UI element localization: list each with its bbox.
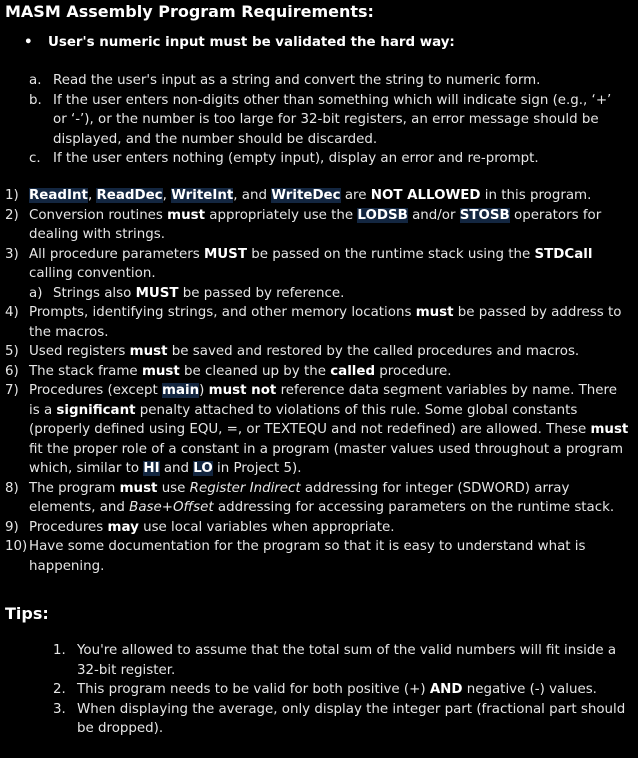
item-text: addressing for accessing parameters on the runtime stack. (213, 500, 615, 515)
item-text: in Project 5). (212, 461, 302, 476)
emphasis-text: called (330, 363, 376, 379)
requirement-item (5, 479, 630, 518)
tips-heading: Tips: (5, 604, 49, 623)
item-text: Procedures (except (29, 383, 163, 398)
requirement-item (5, 342, 630, 362)
emphasis-text: Base+Offset (129, 500, 214, 515)
item-text: procedure. (375, 363, 452, 379)
item-text: Procedures (29, 519, 108, 535)
list-marker: 5) (5, 344, 19, 359)
list-marker: a. (29, 73, 42, 88)
list-marker: 4) (5, 305, 19, 320)
list-item-text: Read the user's input as a string and convert the string to numeric form. (53, 73, 541, 88)
emphasis-text: must (141, 363, 180, 379)
emphasis-text: WriteInt (171, 188, 234, 203)
emphasis-text: LODSB (357, 207, 408, 223)
item-text: are (340, 188, 371, 203)
list-marker: 10) (5, 539, 28, 554)
emphasis-text: significant (56, 402, 136, 418)
emphasis-text: ReadDec (96, 188, 163, 203)
tips-list (53, 641, 628, 739)
emphasis-text: AND (429, 682, 463, 697)
list-marker: 2. (53, 682, 66, 697)
list-marker: 9) (5, 519, 19, 535)
item-text: , (162, 188, 172, 203)
item-text: use (157, 480, 190, 496)
list-item-text (77, 641, 628, 680)
list-item-text (29, 303, 630, 342)
emphasis-text: must (119, 480, 158, 496)
emphasis-text: ReadInt (29, 188, 88, 203)
item-text: be saved and restored by the called procedures and macros. (167, 344, 580, 359)
validation-item (29, 71, 629, 91)
emphasis-text: main (162, 383, 200, 398)
requirement-item (5, 518, 630, 538)
emphasis-text: Register Indirect (189, 480, 301, 496)
validation-bullet (24, 33, 455, 53)
list-item-text: If the user enters nothing (empty input), display an error and re-prompt. (53, 151, 539, 166)
list-item-text (77, 680, 628, 700)
list-item-text (29, 479, 630, 518)
item-text: negative (-) values. (462, 682, 597, 697)
tip-item (53, 641, 628, 680)
item-text: calling convention. (29, 266, 156, 281)
item-text: fit the proper role of a constant in a program (master values used throughout a program which, similar to (29, 441, 624, 476)
validation-item (29, 91, 629, 150)
item-text: be passed by address to the macros. (29, 305, 622, 340)
list-marker: 1) (5, 188, 19, 203)
emphasis-text: WriteDec (271, 188, 341, 203)
list-marker: b. (29, 92, 42, 108)
item-text: be passed on the runtime stack using the (246, 246, 535, 262)
requirement-item (5, 206, 630, 245)
item-text: in this program. (480, 188, 592, 203)
requirement-item (5, 245, 630, 284)
item-text: When displaying the average, only display the integer part (fractional part should be dropped). (77, 701, 626, 736)
item-text: You're allowed to assume that the total sum of the valid numbers will fit inside a 32-bit register. (77, 643, 617, 678)
list-marker: 3) (5, 246, 19, 262)
emphasis-text: may (107, 519, 139, 535)
emphasis-text: must not (208, 383, 277, 398)
emphasis-text: MUST (203, 246, 247, 262)
item-text: Have some documentation for the program so that it is easy to understand what is happening. (29, 539, 586, 574)
list-marker: c. (29, 151, 41, 166)
list-item-text (29, 245, 630, 284)
tip-item (53, 680, 628, 700)
validation-list (29, 71, 629, 169)
item-text: Prompts, identifying strings, and other memory locations (29, 305, 416, 320)
bullet-marker: • (24, 35, 33, 50)
emphasis-text: HI (143, 461, 160, 476)
item-text: Conversion routines (29, 207, 168, 223)
list-item-text (53, 284, 630, 304)
item-text: Used registers (29, 344, 130, 359)
emphasis-text: must (129, 344, 168, 359)
item-text: Strings also (53, 285, 136, 301)
item-text: operators for dealing with strings. (29, 207, 602, 242)
list-marker: a) (29, 285, 43, 301)
item-text: The program (29, 480, 120, 496)
item-text: The stack frame (29, 363, 142, 379)
emphasis-text: LO (193, 461, 213, 476)
item-text: This program needs to be valid for both positive (+) (77, 682, 430, 697)
requirement-item (5, 186, 630, 206)
requirement-item (5, 362, 630, 382)
item-text: ) (199, 383, 209, 398)
item-text: and (159, 461, 194, 476)
emphasis-text: STOSB (459, 207, 510, 223)
list-item-text (29, 206, 630, 245)
item-text: appropriately use the (205, 207, 358, 223)
item-text: be passed by reference. (178, 285, 345, 301)
item-text: , and (233, 188, 272, 203)
list-marker: 6) (5, 363, 19, 379)
list-item-text (29, 381, 630, 479)
list-marker: 8) (5, 480, 19, 496)
list-item-text (29, 537, 630, 576)
validation-bullet-text: User's numeric input must be validated the hard way: (48, 35, 455, 50)
requirements-list (5, 186, 630, 576)
item-text: addressing for integer (SDWORD) array elements, and (29, 480, 570, 515)
requirement-item (5, 381, 630, 479)
item-text: use local variables when appropriate. (138, 519, 395, 535)
item-text: , (87, 188, 97, 203)
list-marker: 1. (53, 643, 66, 658)
emphasis-text: must (415, 305, 454, 320)
emphasis-text: must (167, 207, 206, 223)
list-marker: 3. (53, 701, 66, 717)
item-text: be cleaned up by the (179, 363, 331, 379)
item-text: and/or (407, 207, 460, 223)
list-item-text (29, 362, 630, 382)
list-item-text (29, 186, 630, 206)
page-title: MASM Assembly Program Requirements: (5, 2, 374, 21)
list-item-text (29, 518, 630, 538)
list-item-text: If the user enters non-digits other than something which will indicate sign (e.g., ‘+’ or ‘-’), or the number is too large for 32-bit registers, an error message should be displayed, and the number should be discarded. (53, 92, 612, 147)
emphasis-text: MUST (135, 285, 179, 301)
item-text: reference data segment variables by name. There is a (29, 383, 617, 418)
list-item-text (77, 700, 628, 739)
item-text: penalty attached to violations of this rule. Some global constants (properly defined using EQU, =, or TEXTEQU and not redefined) are allowed. These (29, 402, 591, 437)
list-marker: 2) (5, 207, 19, 223)
emphasis-text: must (590, 422, 629, 437)
emphasis-text: NOT ALLOWED (370, 188, 481, 203)
tip-item (53, 700, 628, 739)
list-item-text (29, 342, 630, 362)
requirement-subitem (5, 284, 630, 304)
validation-item (29, 149, 629, 169)
item-text: All procedure parameters (29, 246, 204, 262)
requirement-item (5, 537, 630, 576)
emphasis-text: STDCall (534, 246, 593, 262)
list-marker: 7) (5, 383, 19, 398)
requirement-item (5, 303, 630, 342)
